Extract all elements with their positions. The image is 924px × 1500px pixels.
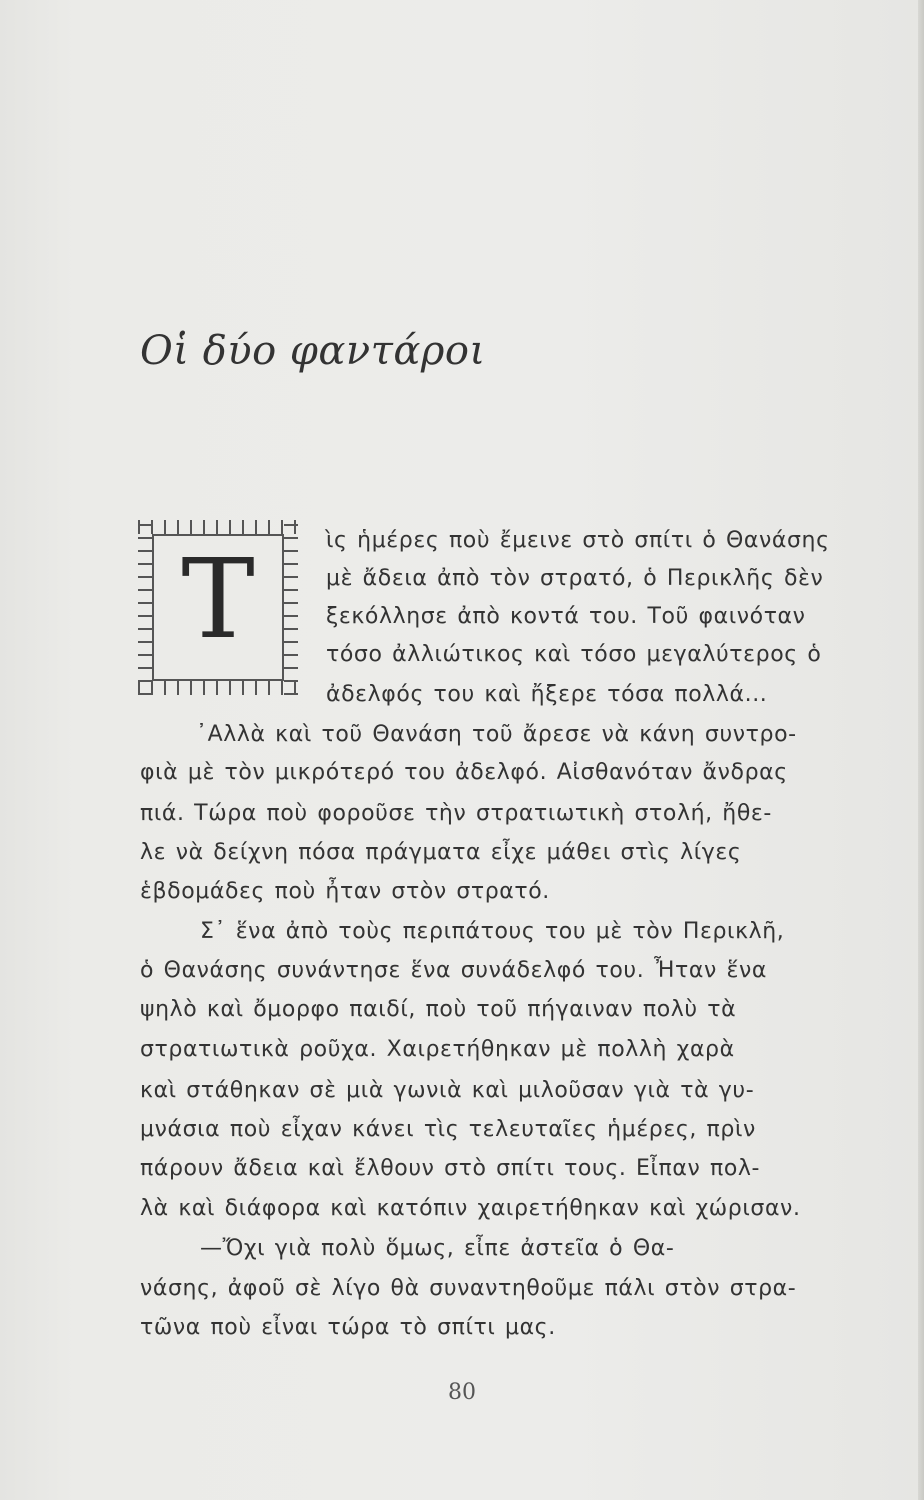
text-line: ὁ Θανάσης συνάντησε ἕνα συνάδελφό του. Ἦταν ἕνα — [140, 958, 767, 983]
text-line: μνάσια ποὺ εἶχαν κάνει τὶς τελευταῖες ἡμέρες, πρὶν — [140, 1117, 756, 1142]
dropcap-ornament-frame — [138, 520, 298, 695]
text-line: στρατιωτικὰ ροῦχα. Χαιρετήθηκαν μὲ πολλὴ χαρὰ — [140, 1037, 735, 1062]
text-line: ἑβδομάδες ποὺ ἦταν στὸν στρατό. — [140, 879, 550, 904]
text-line: πιά. Τώρα ποὺ φοροῦσε τὴν στρατιωτικὴ στολή, ἤθε- — [140, 801, 772, 826]
text-line: καὶ στάθηκαν σὲ μιὰ γωνιὰ καὶ μιλοῦσαν γιὰ τὰ γυ- — [140, 1078, 755, 1103]
text-line: τόσο ἀλλιώτικος καὶ τόσο μεγαλύτερος ὁ — [326, 642, 822, 667]
text-line: πάρουν ἄδεια καὶ ἔλθουν στὸ σπίτι τους. Εἶπαν πολ- — [140, 1156, 761, 1181]
text-line: λὰ καὶ διάφορα καὶ κατόπιν χαιρετήθηκαν καὶ χώρισαν. — [140, 1196, 801, 1221]
text-line: φιὰ μὲ τὸν μικρότερό του ἀδελφό. Αἰσθανόταν ἄνδρας — [140, 760, 788, 785]
page-edge — [918, 0, 924, 1500]
text-line: νάσης, ἀφοῦ σὲ λίγο θὰ συναντηθοῦμε πάλι στὸν στρα- — [140, 1276, 797, 1301]
text-line: ψηλὸ καὶ ὄμορφο παιδί, ποὺ τοῦ πήγαιναν πολὺ τὰ — [140, 997, 737, 1022]
chapter-title: Οἱ δύο φαντάροι — [140, 328, 486, 374]
text-line: ξεκόλλησε ἀπὸ κοντά του. Τοῦ φαινόταν — [326, 604, 806, 629]
text-line: τῶνα ποὺ εἶναι τώρα τὸ σπίτι μας. — [140, 1315, 556, 1340]
text-line: —Ὄχι γιὰ πολὺ ὅμως, εἶπε ἀστεῖα ὁ Θα- — [200, 1236, 675, 1261]
text-line: ᾿Αλλὰ καὶ τοῦ Θανάση τοῦ ἄρεσε νὰ κάνη συντρο- — [196, 722, 797, 747]
text-line: λε νὰ δείχνη πόσα πράγματα εἶχε μάθει στὶς λίγες — [140, 840, 742, 865]
text-line: μὲ ἄδεια ἀπὸ τὸν στρατό, ὁ Περικλῆς δὲν — [326, 566, 824, 591]
dropcap-letter: Τ — [181, 535, 255, 663]
page-number: 80 — [448, 1380, 476, 1405]
text-line: Σ᾿ ἕνα ἀπὸ τοὺς περιπάτους του μὲ τὸν Περικλῆ, — [200, 919, 785, 944]
dropcap-inner — [152, 534, 284, 681]
text-line: ὶς ἡμέρες ποὺ ἔμεινε στὸ σπίτι ὁ Θανάσης — [326, 528, 830, 553]
text-line: ἀδελφός του καὶ ἤξερε τόσα πολλά... — [326, 682, 768, 707]
